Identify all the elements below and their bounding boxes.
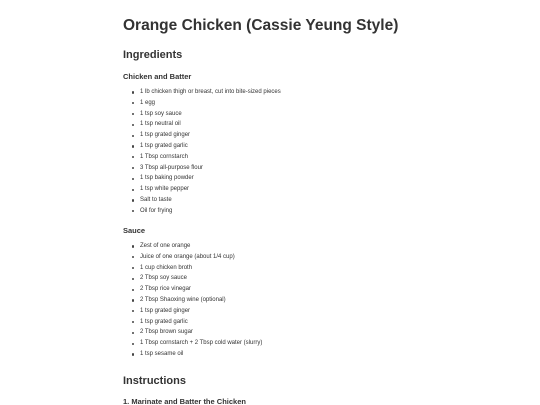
- ingredient-item: 1 tsp baking powder: [123, 173, 281, 184]
- ingredient-item: 2 Tbsp brown sugar: [123, 327, 262, 338]
- ingredient-item: 1 tsp sesame oil: [123, 349, 262, 360]
- ingredient-item: 1 tsp neutral oil: [123, 119, 281, 130]
- sauce-list: [123, 241, 262, 360]
- ingredient-item: 1 tsp grated ginger: [123, 306, 262, 317]
- sauce-heading: Sauce: [123, 226, 146, 235]
- ingredient-item: 1 lb chicken thigh or breast, cut into bite-sized pieces: [123, 87, 281, 98]
- chicken-and-batter-heading: Chicken and Batter: [123, 72, 192, 81]
- ingredient-item: Zest of one orange: [123, 241, 262, 252]
- ingredient-item: 1 egg: [123, 98, 281, 109]
- instructions-heading: Instructions: [123, 375, 186, 387]
- ingredient-item: Salt to taste: [123, 195, 281, 206]
- ingredient-item: 2 Tbsp Shaoxing wine (optional): [123, 295, 262, 306]
- ingredient-item: 1 Tbsp cornstarch: [123, 152, 281, 163]
- step-heading: 1. Marinate and Batter the Chicken: [123, 397, 246, 405]
- ingredient-item: 2 Tbsp rice vinegar: [123, 284, 262, 295]
- ingredient-item: 1 Tbsp cornstarch + 2 Tbsp cold water (slurry): [123, 338, 262, 349]
- ingredient-item: 1 tsp grated garlic: [123, 317, 262, 328]
- chicken-and-batter-list: [123, 87, 281, 217]
- ingredient-item: 1 tsp grated garlic: [123, 141, 281, 152]
- ingredient-item: 3 Tbsp all-purpose flour: [123, 163, 281, 174]
- page-title: Orange Chicken (Cassie Yeung Style): [123, 17, 399, 34]
- ingredient-item: Juice of one orange (about 1/4 cup): [123, 252, 262, 263]
- ingredient-item: 1 tsp white pepper: [123, 184, 281, 195]
- ingredient-item: 1 tsp soy sauce: [123, 109, 281, 120]
- ingredients-heading: Ingredients: [123, 49, 183, 61]
- ingredient-item: 1 tsp grated ginger: [123, 130, 281, 141]
- ingredient-item: 2 Tbsp soy sauce: [123, 273, 262, 284]
- ingredient-item: Oil for frying: [123, 206, 281, 217]
- ingredient-item: 1 cup chicken broth: [123, 263, 262, 274]
